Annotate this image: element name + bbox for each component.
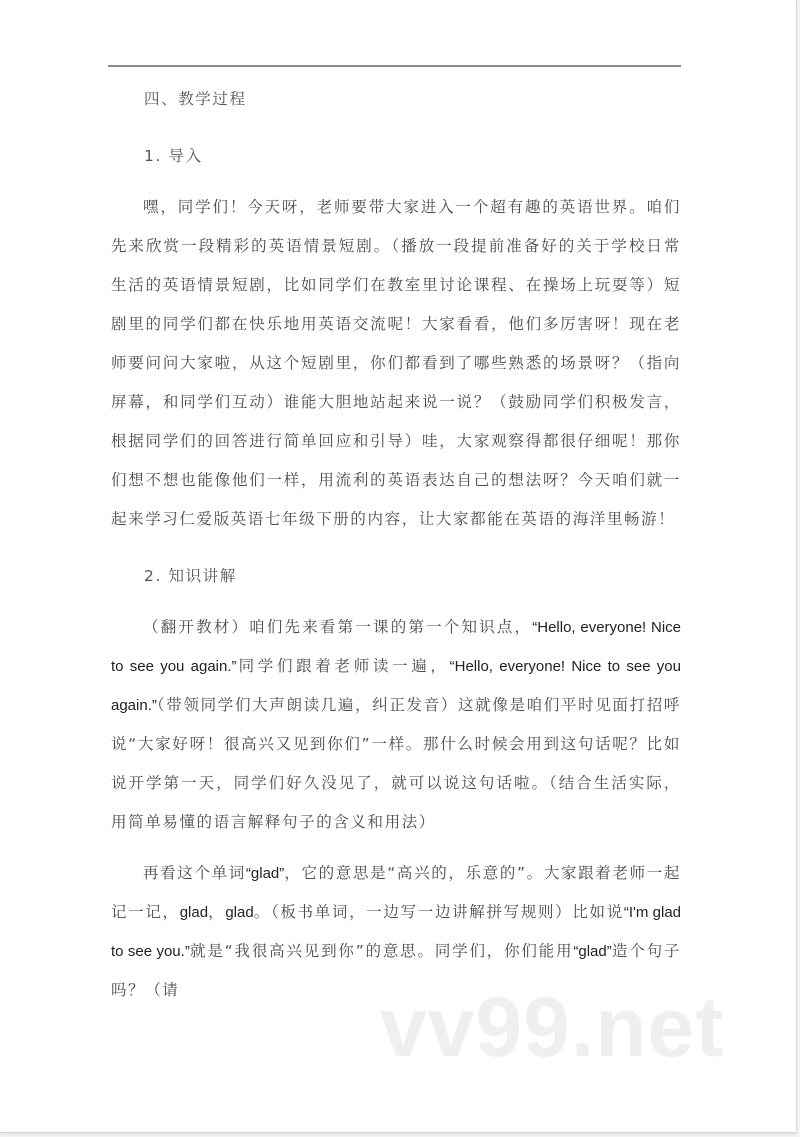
paragraph-knowledge-2 [111,854,681,1010]
watermark: vv99.net [380,980,725,1074]
paragraph-knowledge-1 [111,608,681,842]
text-segment: ， [208,903,226,921]
paragraph-intro [111,188,681,539]
text-segment: 造个句子吗？（请 [111,942,681,999]
text-segment: 就是“我很高兴见到你”的意思。同学们，你们能用 [189,942,574,960]
english-word: glad [179,904,209,921]
english-word: glad [225,904,254,921]
text-segment: （翻开教材）咱们先来看第一课的第一个知识点， [143,618,533,636]
subsection-heading-knowledge: 2. 知识讲解 [144,567,237,585]
document-body [111,80,681,1010]
english-phrase: “Hello, everyone! Nice to see you again.” [111,658,681,714]
header-rule [108,65,681,67]
text-segment: 再看这个单词 [143,864,246,882]
english-phrase: “Hello, everyone! Nice to see you again.” [111,619,681,675]
english-phrase: “I'm glad to see you.” [111,904,681,960]
subsection-heading-intro: 1. 导入 [144,147,203,165]
text-segment: ，它的意思是“高兴的，乐意的”。大家跟着老师一起记一记， [111,864,681,921]
text-segment: 。（板书单词，一边写一边讲解拼写规则）比如说 [253,903,624,921]
text-segment: 嘿，同学们！今天呀，老师要带大家进入一个超有趣的英语世界。咱们先来欣赏一段精彩的英语情景短剧。（播放一段提前准备好的关于学校日常生活的英语情景短剧，比如同学们在教室里讨论课程、在操场上玩耍等）短剧里的同学们都在快乐地用英语交流呢！大家看看，他们多厉害呀！现在老师要问问大家啦，从这个短剧里，你们都看到了哪些熟悉的场景呀？（指向屏幕，和同学们互动）谁能大胆地站起来说一说？（鼓励同学们积极发言，根据同学们的回答进行简单回应和引导）哇，大家观察得都很仔细呢！那你们想不想也能像他们一样，用流利的英语表达自己的想法呀？今天咱们就一起来学习仁爱版英语七年级下册的内容，让大家都能在英语的海洋里畅游！ [111,198,681,528]
english-word: “glad” [245,865,285,882]
english-word: “glad” [573,943,612,960]
text-segment: （带领同学们大声朗读几遍，纠正发音）这就像是咱们平时见面打招呼说“大家好呀！很高兴又见到你们”一样。那什么时候会用到这句话呢？比如说开学第一天，同学们好久没见了，就可以说这句话啦。（结合生活实际，用简单易懂的语言解释句子的含义和用法） [111,696,681,831]
text-segment: 同学们跟着老师读一遍， [236,657,450,675]
section-heading: 四、教学过程 [144,90,247,108]
